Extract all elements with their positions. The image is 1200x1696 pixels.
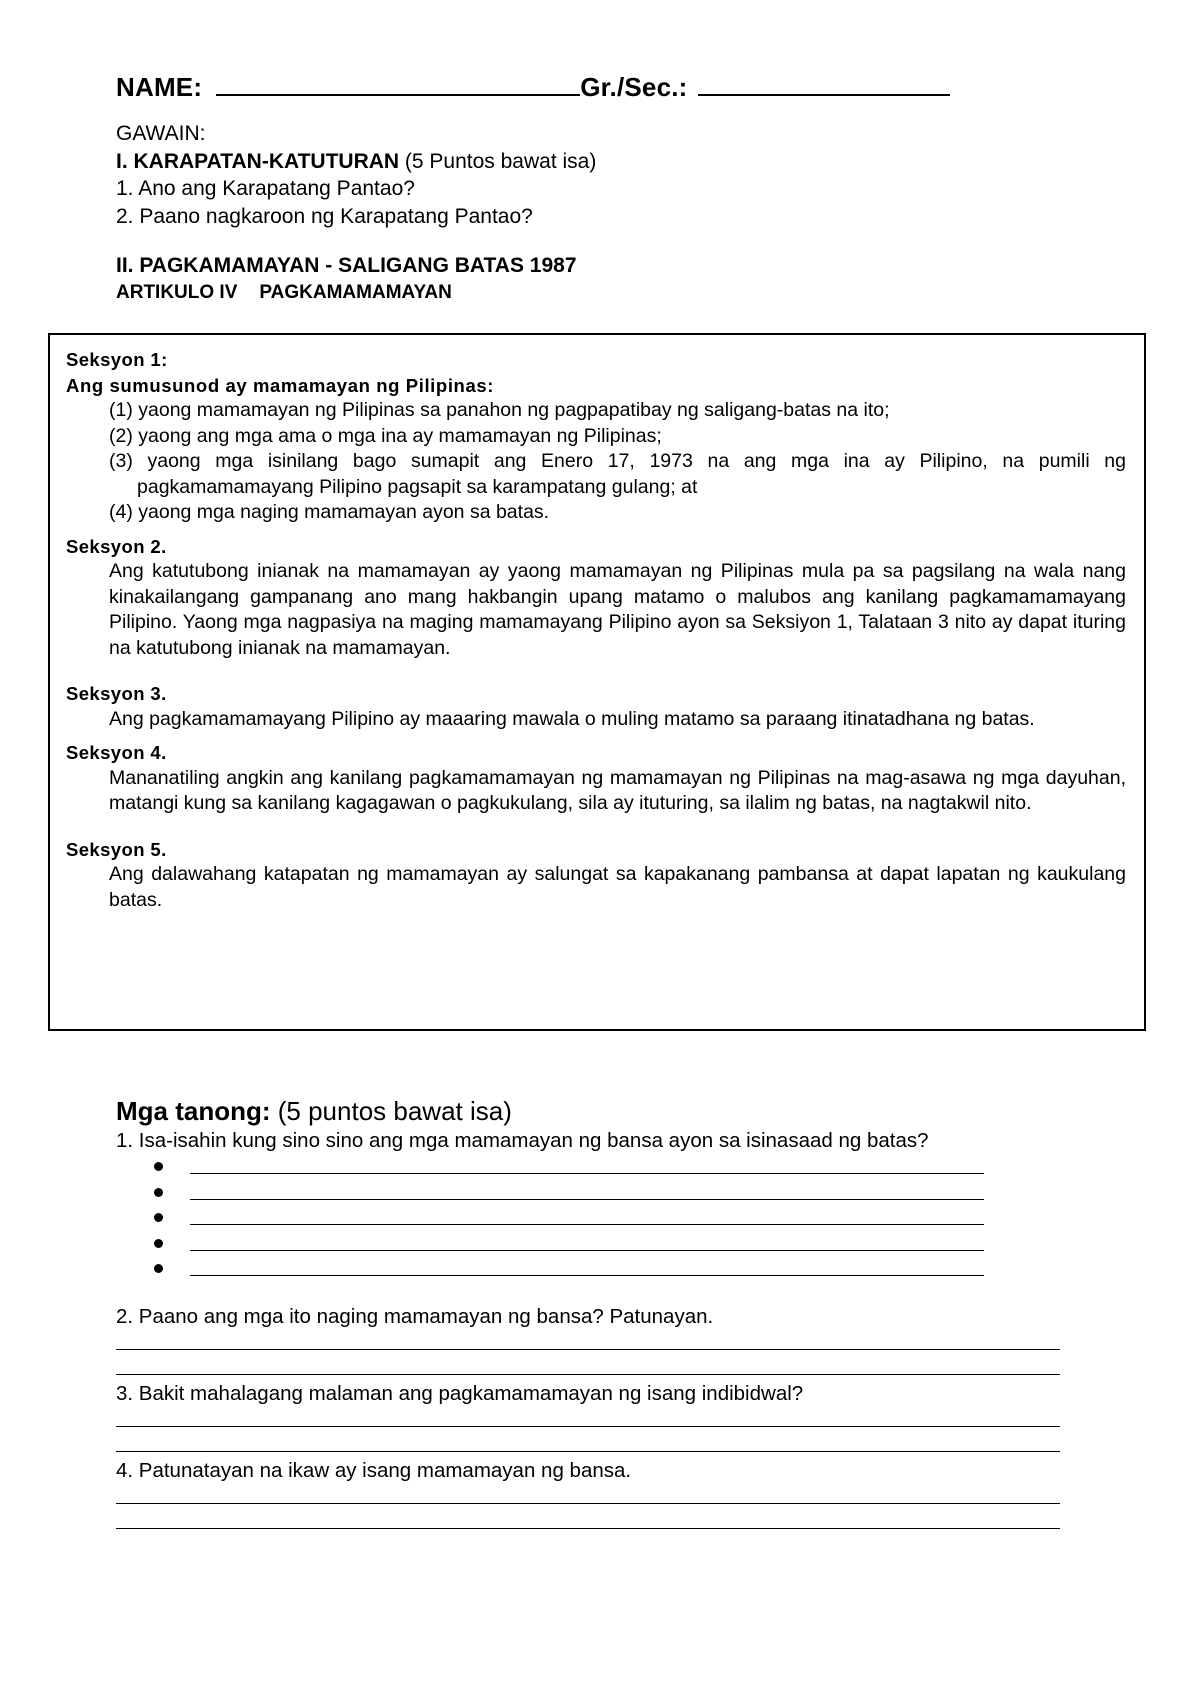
part2-title: II. PAGKAMAMAYAN - SALIGANG BATAS 1987: [116, 254, 577, 277]
answer-blank: [190, 1224, 984, 1225]
answer-line: [116, 1432, 1060, 1458]
answer-bullet-row[interactable]: [116, 1180, 1066, 1206]
part1-points: (5 Puntos bawat isa): [399, 149, 597, 173]
constitution-excerpt-content: [66, 347, 1126, 913]
answer-line: [116, 1509, 1060, 1535]
section-2-text: Ang katutubong inianak na mamamayan ay yaong mamamayan ng Pilipinas mula pa sa pagsilang na wala nang kinakailangang gampanang ano mang hakbangin upang matamo o malubos ang kanilang pagkamamamayang Pilipino. Yaong mga nagpasiya na maging mamamayang Pilipino ayon sa Seksiyon 1, Talataan 3 nito ay dapat ituring na katutubong inianak na mamamayan.: [109, 560, 1126, 659]
answer-bullet-row[interactable]: [116, 1154, 1066, 1180]
answer-bullet-row[interactable]: [116, 1205, 1066, 1231]
section-1-item-1: (1) yaong mamamayan ng Pilipinas sa panahon ng pagpapatibay ng saligang-batas na ito;: [109, 399, 890, 421]
questions-title-points: (5 puntos bawat isa): [270, 1096, 512, 1126]
section-5-heading: Seksyon 5.: [66, 838, 167, 860]
name-section-header: [116, 72, 950, 103]
bullet-icon: [154, 1239, 163, 1248]
answer-line: [116, 1484, 1060, 1510]
bullet-icon: [154, 1213, 163, 1222]
answer-blank: [190, 1250, 984, 1251]
section-5-text: Ang dalawahang katapatan ng mamamayan ay salungat sa kapakanang pambansa at dapat lapatan ng kaukulang batas.: [109, 863, 1126, 911]
bullet-icon: [154, 1162, 163, 1171]
answer-line: [116, 1407, 1060, 1433]
answer-blank: [190, 1275, 984, 1276]
article-title: PAGKAMAMAMAYAN: [259, 281, 452, 303]
question-2: 2. Paano ang mga ito naging mamamayan ng bansa? Patunayan.: [116, 1304, 714, 1328]
part1-question-2: 2. Paano nagkaroon ng Karapatang Pantao?: [116, 204, 533, 228]
bullet-icon: [154, 1264, 163, 1273]
answer-line: [116, 1330, 1060, 1356]
section-4-text: Mananatiling angkin ang kanilang pagkamamamayan ng mamamayan ng Pilipinas na mag-asawa ng mga dayuhan, matangi kung sa kanilang kagagawan o pagkukulang, sila ay ituturing, sa ilalim ng batas, na nagtakwil nito.: [109, 766, 1126, 814]
section-blank: [698, 72, 950, 96]
section-1-item-2: (2) yaong ang mga ama o mga ina ay mamamayan ng Pilipinas;: [109, 424, 662, 447]
name-label: NAME:: [116, 72, 203, 102]
question-4: 4. Patunatayan na ikaw ay isang mamamayan ng bansa.: [116, 1458, 632, 1482]
answer-blank: [190, 1173, 984, 1174]
question-3-answer[interactable]: [116, 1407, 1060, 1458]
gawain-label: GAWAIN:: [116, 122, 206, 145]
question-3: 3. Bakit mahalagang malaman ang pagkamamamayan ng isang indibidwal?: [116, 1381, 804, 1405]
gawain-section: [116, 120, 596, 306]
questions-title: [116, 1094, 1066, 1128]
section-3-text: Ang pagkamamamayang Pilipino ay maaaring mawala o muling matamo sa paraang itinatadhana ng batas.: [109, 707, 1035, 730]
section-label: Gr./Sec.:: [580, 72, 688, 102]
bullet-icon: [154, 1188, 163, 1197]
answer-line: [116, 1355, 1060, 1381]
answer-bullet-row[interactable]: [116, 1231, 1066, 1257]
question-2-answer[interactable]: [116, 1330, 1060, 1381]
part1-question-1: 1. Ano ang Karapatang Pantao?: [116, 177, 415, 200]
article-label: ARTIKULO IV: [116, 281, 238, 303]
section-2-heading: Seksyon 2.: [66, 535, 167, 557]
questions-title-label: Mga tanong:: [116, 1096, 271, 1126]
questions-section: [116, 1094, 1066, 1535]
section-4-heading: Seksyon 4.: [66, 742, 167, 763]
section-1-heading: Seksyon 1:: [66, 349, 168, 370]
section-1-intro: Ang sumusunod ay mamamayan ng Pilipinas:: [66, 374, 495, 396]
section-1-item-4: (4) yaong mga naging mamamayan ayon sa batas.: [109, 501, 550, 523]
name-blank: [216, 72, 580, 96]
answer-bullet-row[interactable]: [116, 1256, 1066, 1282]
question-4-answer[interactable]: [116, 1484, 1060, 1535]
constitution-excerpt-box: [48, 333, 1146, 1031]
section-1-item-3: (3) yaong mga isinilang bago sumapit ang Enero 17, 1973 na ang mga ina ay Pilipino, na pumili ng pagkamamamayang Pilipino pagsapit sa karampatang gulang; at: [109, 450, 1126, 498]
question-1-answer-list: [116, 1154, 1066, 1282]
answer-blank: [190, 1199, 984, 1200]
part1-heading: [116, 148, 596, 176]
part1-title: I. KARAPATAN-KATUTURAN: [116, 149, 400, 173]
section-3-heading: Seksyon 3.: [66, 683, 167, 704]
question-1: 1. Isa-isahin kung sino sino ang mga mamamayan ng bansa ayon sa isinasaad ng batas?: [116, 1129, 929, 1152]
article-heading: [116, 280, 596, 306]
